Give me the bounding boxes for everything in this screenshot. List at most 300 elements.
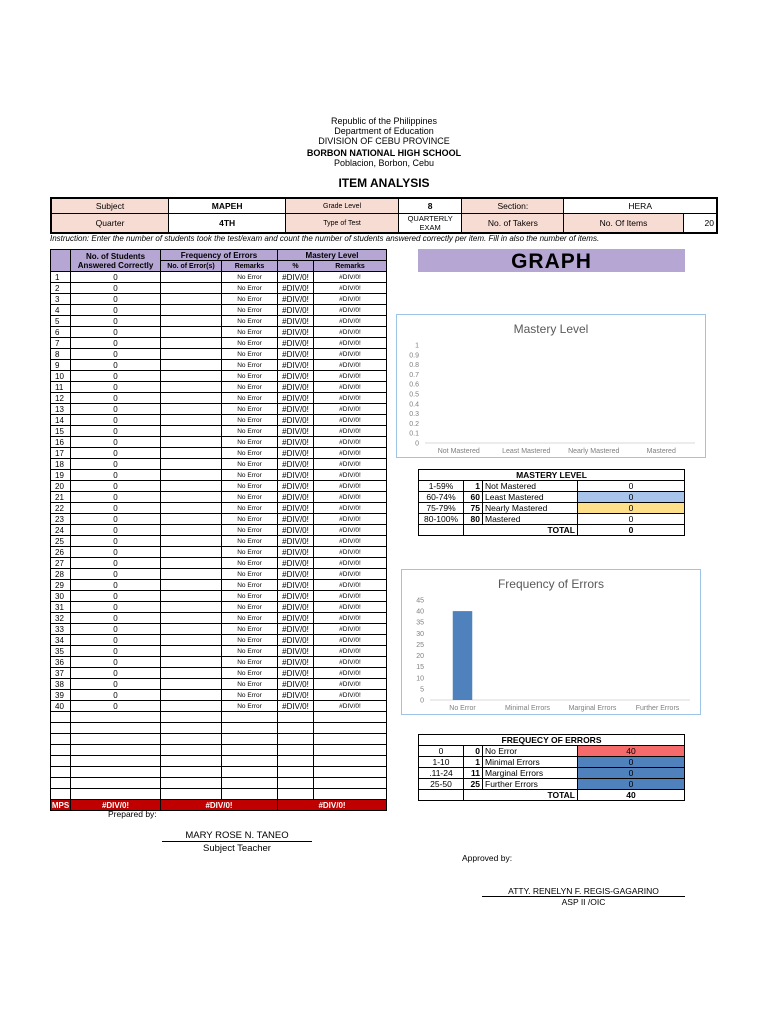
errors-cell bbox=[161, 272, 222, 283]
errors-cell bbox=[161, 404, 222, 415]
y-tick-label: 20 bbox=[416, 653, 424, 661]
percent-cell: #DIV/0! bbox=[278, 459, 314, 470]
students-correct-cell[interactable]: 0 bbox=[71, 415, 161, 426]
school-address: Poblacion, Borbon, Cebu bbox=[333, 158, 435, 168]
students-correct-cell[interactable]: 0 bbox=[71, 316, 161, 327]
students-correct-cell[interactable]: 0 bbox=[71, 547, 161, 558]
students-correct-cell[interactable]: 0 bbox=[71, 525, 161, 536]
students-correct-cell[interactable]: 0 bbox=[71, 580, 161, 591]
students-correct-cell[interactable]: 0 bbox=[71, 437, 161, 448]
error-remarks-cell: No Error bbox=[222, 283, 278, 294]
type-label: Type of Test bbox=[286, 214, 399, 234]
teacher-name: MARY ROSE N. TANEO bbox=[162, 830, 312, 842]
label-cell: Minimal Errors bbox=[483, 757, 578, 768]
value-cell: 40 bbox=[578, 746, 685, 757]
grade-value[interactable]: 8 bbox=[398, 198, 461, 214]
students-correct-cell[interactable]: 0 bbox=[71, 657, 161, 668]
table-row bbox=[51, 547, 387, 558]
errors-cell bbox=[161, 591, 222, 602]
item-number: 15 bbox=[51, 426, 71, 437]
error-remarks-cell: No Error bbox=[222, 426, 278, 437]
table-row bbox=[51, 679, 387, 690]
table-row bbox=[51, 503, 387, 514]
items-label: No. Of Items bbox=[564, 214, 683, 234]
mastery-remarks-cell: #DIV/0! bbox=[314, 503, 387, 514]
errors-cell bbox=[161, 470, 222, 481]
percent-cell: #DIV/0! bbox=[278, 404, 314, 415]
mastery-remarks-cell: #DIV/0! bbox=[314, 547, 387, 558]
blank-row bbox=[51, 745, 387, 756]
items-value[interactable]: 20 bbox=[683, 214, 717, 234]
mastery-remarks-cell: #DIV/0! bbox=[314, 316, 387, 327]
errors-cell bbox=[161, 668, 222, 679]
item-number: 10 bbox=[51, 371, 71, 382]
item-number: 11 bbox=[51, 382, 71, 393]
x-tick-label: No Error bbox=[449, 705, 476, 712]
item-number: 27 bbox=[51, 558, 71, 569]
students-correct-cell[interactable]: 0 bbox=[71, 635, 161, 646]
mastery-remarks-cell: #DIV/0! bbox=[314, 272, 387, 283]
percent-cell: #DIV/0! bbox=[278, 679, 314, 690]
table-row bbox=[51, 514, 387, 525]
table-row bbox=[51, 690, 387, 701]
errors-cell bbox=[161, 316, 222, 327]
error-remarks-cell: No Error bbox=[222, 624, 278, 635]
item-number: 13 bbox=[51, 404, 71, 415]
code-cell: 25 bbox=[464, 779, 483, 790]
error-remarks-cell: No Error bbox=[222, 481, 278, 492]
y-tick-label: 30 bbox=[416, 630, 424, 638]
table-row bbox=[51, 481, 387, 492]
mastery-level-table bbox=[418, 469, 685, 536]
item-number: 7 bbox=[51, 338, 71, 349]
students-correct-cell[interactable]: 0 bbox=[71, 470, 161, 481]
errors-cell bbox=[161, 701, 222, 712]
errors-cell bbox=[161, 448, 222, 459]
mastery-remarks-cell: #DIV/0! bbox=[314, 514, 387, 525]
y-tick-label: 0.6 bbox=[409, 381, 419, 389]
table-row bbox=[51, 569, 387, 580]
table-row bbox=[51, 382, 387, 393]
table-row bbox=[51, 558, 387, 569]
students-correct-cell[interactable]: 0 bbox=[71, 591, 161, 602]
students-correct-cell[interactable]: 0 bbox=[71, 371, 161, 382]
students-correct-cell[interactable]: 0 bbox=[71, 294, 161, 305]
item-number: 12 bbox=[51, 393, 71, 404]
percent-cell: #DIV/0! bbox=[278, 536, 314, 547]
range-cell: 1-59% bbox=[419, 481, 464, 492]
y-tick-label: 0.9 bbox=[409, 352, 419, 360]
errors-cell bbox=[161, 525, 222, 536]
errors-cell bbox=[161, 690, 222, 701]
error-remarks-cell: No Error bbox=[222, 360, 278, 371]
mastery-remarks-cell: #DIV/0! bbox=[314, 701, 387, 712]
error-remarks-cell: No Error bbox=[222, 338, 278, 349]
y-tick-label: 0.4 bbox=[409, 401, 419, 409]
students-correct-cell[interactable]: 0 bbox=[71, 514, 161, 525]
error-remarks-cell: No Error bbox=[222, 437, 278, 448]
table-row bbox=[51, 668, 387, 679]
errors-cell bbox=[161, 492, 222, 503]
errors-cell bbox=[161, 679, 222, 690]
percent-cell: #DIV/0! bbox=[278, 690, 314, 701]
chart-title: Mastery Level bbox=[513, 322, 589, 336]
item-number: 19 bbox=[51, 470, 71, 481]
y-tick-label: 35 bbox=[416, 619, 424, 627]
item-number: 32 bbox=[51, 613, 71, 624]
item-number: 23 bbox=[51, 514, 71, 525]
x-tick-label: Nearly Mastered bbox=[568, 448, 620, 455]
students-correct-cell[interactable]: 0 bbox=[71, 283, 161, 294]
section-value[interactable]: HERA bbox=[564, 198, 717, 214]
item-number: 1 bbox=[51, 272, 71, 283]
error-remarks-cell: No Error bbox=[222, 272, 278, 283]
y-tick-label: 0.1 bbox=[409, 430, 419, 438]
item-analysis-table bbox=[50, 249, 387, 811]
blank-row bbox=[51, 712, 387, 723]
errors-cell bbox=[161, 481, 222, 492]
students-correct-cell[interactable]: 0 bbox=[71, 569, 161, 580]
blank-row bbox=[51, 756, 387, 767]
item-number: 35 bbox=[51, 646, 71, 657]
errors-cell bbox=[161, 558, 222, 569]
label-cell: Nearly Mastered bbox=[483, 503, 578, 514]
error-remarks-cell: No Error bbox=[222, 415, 278, 426]
errors-cell bbox=[161, 624, 222, 635]
code-cell: 11 bbox=[464, 768, 483, 779]
table-row bbox=[51, 646, 387, 657]
percent-cell: #DIV/0! bbox=[278, 525, 314, 536]
list-item bbox=[419, 757, 685, 768]
students-correct-cell[interactable]: 0 bbox=[71, 360, 161, 371]
errors-cell bbox=[161, 657, 222, 668]
percent-cell: #DIV/0! bbox=[278, 657, 314, 668]
mastery-chart bbox=[396, 314, 706, 458]
students-correct-cell[interactable]: 0 bbox=[71, 624, 161, 635]
errors-cell bbox=[161, 393, 222, 404]
percent-cell: #DIV/0! bbox=[278, 437, 314, 448]
error-remarks-cell: No Error bbox=[222, 294, 278, 305]
quarter-value[interactable]: 4TH bbox=[169, 214, 286, 234]
errors-cell bbox=[161, 459, 222, 470]
mastery-remarks-cell: #DIV/0! bbox=[314, 404, 387, 415]
item-number: 16 bbox=[51, 437, 71, 448]
item-number: 2 bbox=[51, 283, 71, 294]
percent-cell: #DIV/0! bbox=[278, 580, 314, 591]
errors-cell bbox=[161, 349, 222, 360]
item-number: 31 bbox=[51, 602, 71, 613]
label-cell: Mastered bbox=[483, 514, 578, 525]
approver-name: ATTY. RENELYN F. REGIS-GAGARINO bbox=[482, 886, 685, 897]
mastery-remarks-cell: #DIV/0! bbox=[314, 459, 387, 470]
percent-cell: #DIV/0! bbox=[278, 448, 314, 459]
mastery-remarks-cell: #DIV/0! bbox=[314, 426, 387, 437]
error-remarks-cell: No Error bbox=[222, 646, 278, 657]
y-tick-label: 0.8 bbox=[409, 362, 419, 370]
code-cell: 1 bbox=[464, 757, 483, 768]
mastery-remarks-cell: #DIV/0! bbox=[314, 305, 387, 316]
errors-cell bbox=[161, 382, 222, 393]
table-row bbox=[51, 272, 387, 283]
y-tick-label: 0 bbox=[415, 440, 419, 448]
students-correct-cell[interactable]: 0 bbox=[71, 327, 161, 338]
mastery-remarks-cell: #DIV/0! bbox=[314, 613, 387, 624]
y-tick-label: 0 bbox=[420, 697, 424, 705]
header-line-republic: Republic of the Philippines bbox=[330, 116, 438, 126]
value-cell: 0 bbox=[578, 757, 685, 768]
students-correct-cell[interactable]: 0 bbox=[71, 349, 161, 360]
subject-value[interactable]: MAPEH bbox=[169, 198, 286, 214]
errors-cell bbox=[161, 547, 222, 558]
y-tick-label: 15 bbox=[416, 664, 424, 672]
item-number: 40 bbox=[51, 701, 71, 712]
percent-cell: #DIV/0! bbox=[278, 415, 314, 426]
header-mastery-remarks: Remarks bbox=[314, 261, 387, 272]
percent-cell: #DIV/0! bbox=[278, 316, 314, 327]
errors-cell bbox=[161, 305, 222, 316]
percent-cell: #DIV/0! bbox=[278, 646, 314, 657]
y-tick-label: 45 bbox=[416, 597, 424, 605]
error-remarks-cell: No Error bbox=[222, 470, 278, 481]
table-row bbox=[51, 602, 387, 613]
mastery-remarks-cell: #DIV/0! bbox=[314, 470, 387, 481]
error-remarks-cell: No Error bbox=[222, 327, 278, 338]
errors-cell bbox=[161, 569, 222, 580]
quarter-label: Quarter bbox=[51, 214, 169, 234]
table-row bbox=[51, 536, 387, 547]
blank-row bbox=[51, 767, 387, 778]
x-tick-label: Not Mastered bbox=[437, 448, 480, 455]
mastery-remarks-cell: #DIV/0! bbox=[314, 349, 387, 360]
value-cell: 0 bbox=[578, 768, 685, 779]
y-tick-label: 0.7 bbox=[409, 371, 419, 379]
mastery-remarks-cell: #DIV/0! bbox=[314, 679, 387, 690]
errors-cell bbox=[161, 613, 222, 624]
item-number: 9 bbox=[51, 360, 71, 371]
table-row bbox=[51, 580, 387, 591]
error-remarks-cell: No Error bbox=[222, 580, 278, 591]
x-tick-label: Least Mastered bbox=[502, 448, 551, 455]
table-row bbox=[51, 657, 387, 668]
error-remarks-cell: No Error bbox=[222, 349, 278, 360]
mastery-remarks-cell: #DIV/0! bbox=[314, 360, 387, 371]
percent-cell: #DIV/0! bbox=[278, 382, 314, 393]
errors-cell bbox=[161, 646, 222, 657]
y-tick-label: 5 bbox=[420, 686, 424, 694]
error-remarks-cell: No Error bbox=[222, 404, 278, 415]
mastery-remarks-cell: #DIV/0! bbox=[314, 371, 387, 382]
value-cell: 0 bbox=[578, 779, 685, 790]
section-label: Section: bbox=[462, 198, 564, 214]
table-row bbox=[51, 525, 387, 536]
freq-table-title: FREQUECY OF ERRORS bbox=[419, 735, 685, 746]
header-item-no bbox=[51, 250, 71, 272]
mastery-remarks-cell: #DIV/0! bbox=[314, 558, 387, 569]
errors-cell bbox=[161, 327, 222, 338]
mastery-remarks-cell: #DIV/0! bbox=[314, 294, 387, 305]
students-correct-cell[interactable]: 0 bbox=[71, 646, 161, 657]
mastery-remarks-cell: #DIV/0! bbox=[314, 646, 387, 657]
errors-cell bbox=[161, 580, 222, 591]
table-row bbox=[51, 327, 387, 338]
percent-cell: #DIV/0! bbox=[278, 272, 314, 283]
percent-cell: #DIV/0! bbox=[278, 305, 314, 316]
percent-cell: #DIV/0! bbox=[278, 503, 314, 514]
page-title: ITEM ANALYSIS bbox=[338, 176, 430, 190]
table-row bbox=[51, 591, 387, 602]
error-remarks-cell: No Error bbox=[222, 679, 278, 690]
percent-cell: #DIV/0! bbox=[278, 602, 314, 613]
error-remarks-cell: No Error bbox=[222, 459, 278, 470]
students-correct-cell[interactable]: 0 bbox=[71, 272, 161, 283]
students-correct-cell[interactable]: 0 bbox=[71, 558, 161, 569]
percent-cell: #DIV/0! bbox=[278, 294, 314, 305]
students-correct-cell[interactable]: 0 bbox=[71, 305, 161, 316]
mastery-remarks-cell: #DIV/0! bbox=[314, 580, 387, 591]
item-number: 36 bbox=[51, 657, 71, 668]
mastery-total-label: TOTAL bbox=[464, 525, 578, 536]
range-cell: .11-24 bbox=[419, 768, 464, 779]
students-correct-cell[interactable]: 0 bbox=[71, 481, 161, 492]
students-correct-cell[interactable]: 0 bbox=[71, 459, 161, 470]
students-correct-cell[interactable]: 0 bbox=[71, 690, 161, 701]
students-correct-cell[interactable]: 0 bbox=[71, 338, 161, 349]
item-number: 29 bbox=[51, 580, 71, 591]
errors-cell bbox=[161, 437, 222, 448]
error-remarks-cell: No Error bbox=[222, 492, 278, 503]
range-cell: 60-74% bbox=[419, 492, 464, 503]
students-correct-cell[interactable]: 0 bbox=[71, 503, 161, 514]
mastery-table-title: MASTERY LEVEL bbox=[419, 470, 685, 481]
mastery-remarks-cell: #DIV/0! bbox=[314, 327, 387, 338]
table-row bbox=[51, 459, 387, 470]
mastery-remarks-cell: #DIV/0! bbox=[314, 338, 387, 349]
mastery-remarks-cell: #DIV/0! bbox=[314, 657, 387, 668]
type-value[interactable]: QUARTERLY EXAM bbox=[398, 214, 461, 234]
students-correct-cell[interactable]: 0 bbox=[71, 536, 161, 547]
students-correct-cell[interactable]: 0 bbox=[71, 382, 161, 393]
students-correct-cell[interactable]: 0 bbox=[71, 602, 161, 613]
mastery-remarks-cell: #DIV/0! bbox=[314, 591, 387, 602]
percent-cell: #DIV/0! bbox=[278, 558, 314, 569]
label-cell: Not Mastered bbox=[483, 481, 578, 492]
list-item bbox=[419, 768, 685, 779]
errors-cell bbox=[161, 360, 222, 371]
percent-cell: #DIV/0! bbox=[278, 591, 314, 602]
value-cell: 0 bbox=[578, 514, 685, 525]
table-row bbox=[51, 316, 387, 327]
subject-label: Subject bbox=[51, 198, 169, 214]
table-row bbox=[51, 415, 387, 426]
table-row bbox=[51, 294, 387, 305]
blank-row bbox=[51, 778, 387, 789]
students-correct-cell[interactable]: 0 bbox=[71, 492, 161, 503]
error-remarks-cell: No Error bbox=[222, 657, 278, 668]
students-correct-cell[interactable]: 0 bbox=[71, 613, 161, 624]
percent-cell: #DIV/0! bbox=[278, 569, 314, 580]
blank-row bbox=[51, 789, 387, 800]
errors-cell bbox=[161, 503, 222, 514]
percent-cell: #DIV/0! bbox=[278, 624, 314, 635]
error-remarks-cell: No Error bbox=[222, 668, 278, 679]
item-number: 38 bbox=[51, 679, 71, 690]
item-number: 24 bbox=[51, 525, 71, 536]
x-tick-label: Minimal Errors bbox=[504, 705, 551, 712]
item-number: 14 bbox=[51, 415, 71, 426]
percent-cell: #DIV/0! bbox=[278, 426, 314, 437]
errors-cell bbox=[161, 283, 222, 294]
range-cell: 25-50 bbox=[419, 779, 464, 790]
mastery-remarks-cell: #DIV/0! bbox=[314, 393, 387, 404]
students-correct-cell[interactable]: 0 bbox=[71, 701, 161, 712]
blank-row bbox=[51, 723, 387, 734]
y-tick-label: 10 bbox=[416, 675, 424, 683]
students-correct-cell[interactable]: 0 bbox=[71, 404, 161, 415]
instruction-text: Instruction: Enter the number of students took the test/exam and count the number of students answered correctly per item. Fill in also the number of items. bbox=[50, 234, 600, 243]
item-number: 26 bbox=[51, 547, 71, 558]
item-number: 6 bbox=[51, 327, 71, 338]
percent-cell: #DIV/0! bbox=[278, 492, 314, 503]
range-cell: 0 bbox=[419, 746, 464, 757]
mastery-remarks-cell: #DIV/0! bbox=[314, 668, 387, 679]
errors-cell bbox=[161, 514, 222, 525]
item-number: 39 bbox=[51, 690, 71, 701]
students-correct-cell[interactable]: 0 bbox=[71, 679, 161, 690]
item-number: 18 bbox=[51, 459, 71, 470]
mastery-remarks-cell: #DIV/0! bbox=[314, 635, 387, 646]
error-remarks-cell: No Error bbox=[222, 536, 278, 547]
item-number: 3 bbox=[51, 294, 71, 305]
code-cell: 0 bbox=[464, 746, 483, 757]
students-correct-cell[interactable]: 0 bbox=[71, 448, 161, 459]
header-students-correct: No. of Students Answered Correctly bbox=[71, 250, 161, 272]
mastery-remarks-cell: #DIV/0! bbox=[314, 536, 387, 547]
list-item bbox=[419, 492, 685, 503]
percent-cell: #DIV/0! bbox=[278, 547, 314, 558]
freq-total-value: 40 bbox=[578, 790, 685, 801]
list-item bbox=[419, 746, 685, 757]
percent-cell: #DIV/0! bbox=[278, 327, 314, 338]
errors-cell bbox=[161, 371, 222, 382]
table-row bbox=[51, 437, 387, 448]
item-number: 20 bbox=[51, 481, 71, 492]
errors-cell bbox=[161, 415, 222, 426]
info-table bbox=[50, 197, 718, 234]
error-remarks-cell: No Error bbox=[222, 591, 278, 602]
table-row bbox=[51, 338, 387, 349]
mastery-remarks-cell: #DIV/0! bbox=[314, 437, 387, 448]
y-tick-label: 0.5 bbox=[409, 391, 419, 399]
x-tick-label: Marginal Errors bbox=[568, 705, 617, 712]
mastery-remarks-cell: #DIV/0! bbox=[314, 448, 387, 459]
error-remarks-cell: No Error bbox=[222, 371, 278, 382]
table-row bbox=[51, 613, 387, 624]
students-correct-cell[interactable]: 0 bbox=[71, 393, 161, 404]
error-remarks-cell: No Error bbox=[222, 514, 278, 525]
item-number: 34 bbox=[51, 635, 71, 646]
students-correct-cell[interactable]: 0 bbox=[71, 426, 161, 437]
takers-label: No. of Takers bbox=[462, 214, 564, 234]
table-row bbox=[51, 305, 387, 316]
header-no-of-errors: No. of Error(s) bbox=[161, 261, 222, 272]
header-line-division: DIVISION OF CEBU PROVINCE bbox=[318, 136, 450, 146]
approved-by-label: Approved by: bbox=[462, 853, 513, 863]
mps-errors: #DIV/0! bbox=[161, 800, 278, 811]
item-number: 25 bbox=[51, 536, 71, 547]
table-row bbox=[51, 470, 387, 481]
table-row bbox=[51, 448, 387, 459]
students-correct-cell[interactable]: 0 bbox=[71, 668, 161, 679]
